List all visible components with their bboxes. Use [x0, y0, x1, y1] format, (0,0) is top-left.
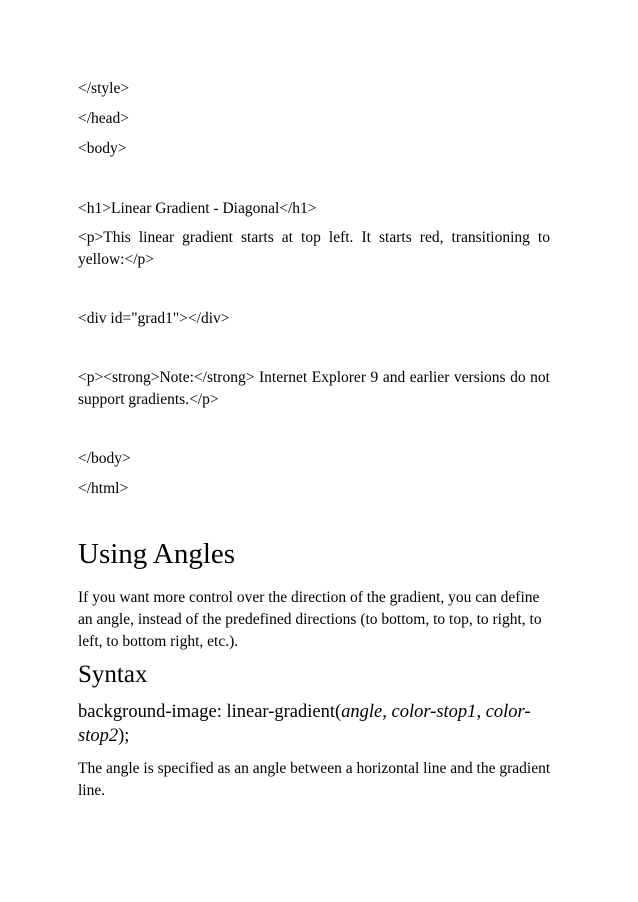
code-line-paragraph: <p>This linear gradient starts at top left. It starts red, transitioning to yellow:</p> [78, 229, 550, 268]
closing-paragraph: The angle is specified as an angle between a horizontal line and the gradient line. [78, 760, 551, 799]
code-line-body-close: </body> [78, 450, 131, 467]
syntax-line [78, 700, 554, 748]
section-heading: Using Angles [78, 538, 236, 570]
code-line-h1: <h1>Linear Gradient - Diagonal</h1> [78, 200, 317, 217]
section-paragraph: If you want more control over the direction of the gradient, you can define an angle, instead of the predefined directions (to bottom, to top, to right, to left, to bottom right, etc.). [78, 589, 542, 650]
syntax-suffix: ); [118, 726, 130, 746]
syntax-separator-1: , [382, 702, 392, 722]
syntax-arg-color-stop1: color-stop1 [391, 702, 477, 722]
code-line-note: <p><strong>Note:</strong> Internet Explorer 9 and earlier versions do not support gradients.</p> [78, 369, 550, 408]
code-line-body-open: <body> [78, 140, 127, 157]
code-line-html-close: </html> [78, 480, 129, 497]
code-line-style-close: </style> [78, 80, 130, 97]
syntax-separator-2: , [476, 702, 486, 722]
syntax-arg-color-stop2: color-stop2 [78, 702, 531, 746]
code-line-div: <div id="grad1"></div> [78, 310, 230, 327]
syntax-heading: Syntax [78, 661, 148, 688]
code-line-head-close: </head> [78, 110, 130, 127]
syntax-prefix: background-image: linear-gradient( [78, 702, 342, 722]
syntax-arg-angle: angle [341, 702, 383, 722]
